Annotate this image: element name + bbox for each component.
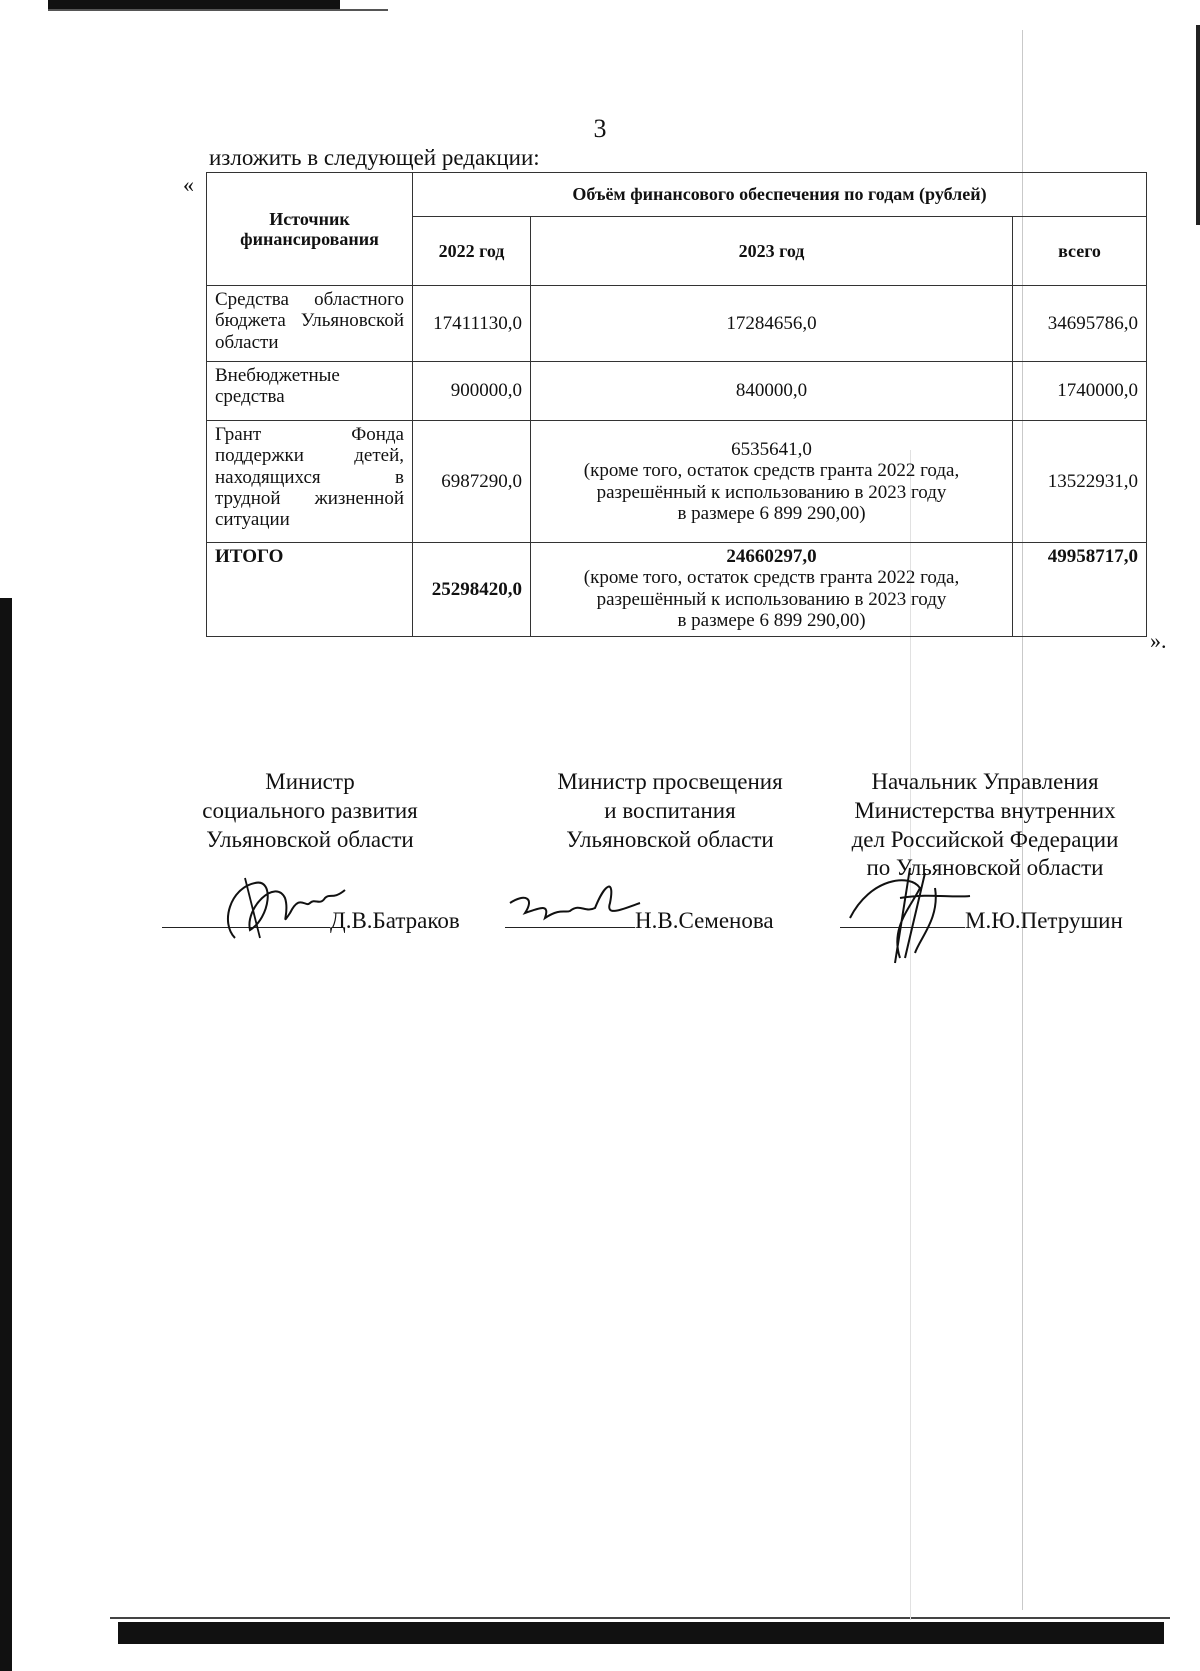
signatory-2-title: Министр просвещения и воспитания Ульяновской области [557,769,783,852]
cell-2023 [531,421,1013,543]
signatory-1-name: Д.В.Батраков [330,908,460,933]
cell-2023-value: 24660297,0 [726,546,817,567]
signatory-3-title: Начальник Управления Министерства внутренних дел Российской Федерации по Ульяновской области [851,769,1119,881]
cell-2023-note: разрешённый к использованию в 2023 году [596,588,947,610]
scan-edge-top-line [48,9,388,11]
header-2022: 2022 год [413,217,531,286]
table-row [207,421,1147,543]
funding-table [206,172,1147,637]
cell-total-label: ИТОГО [207,543,413,637]
header-volume: Объём финансового обеспечения по годам (рублей) [413,173,1147,217]
cell-2023-value: 6535641,0 [731,438,812,460]
cell-2023: 840000,0 [531,362,1013,421]
cell-2023-note: (кроме того, остаток средств гранта 2022 года, [583,567,960,589]
table-row [207,286,1147,362]
cell-source: Внебюджетные средства [207,362,413,421]
header-2023: 2023 год [531,217,1013,286]
page-number: 3 [593,114,607,143]
quote-close: ». [1150,628,1167,653]
scan-edge-bottom [118,1622,1164,1644]
signatory-1-title: Министр социального развития Ульяновской области [202,769,418,852]
scan-edge-bottom-line [110,1617,1170,1619]
header-total: всего [1013,217,1147,286]
signatory-2-name: Н.В.Семенова [635,908,774,933]
cell-total: 13522931,0 [1013,421,1147,543]
cell-total: 49958717,0 [1013,543,1147,637]
signatory-3-name: М.Ю.Петрушин [965,908,1123,933]
cell-2023: 17284656,0 [531,286,1013,362]
cell-2022: 25298420,0 [413,543,531,637]
cell-source: Грант Фонда поддержки детей, находящихся в трудной жизненной ситуации [207,421,413,543]
signatures-section [150,768,1140,958]
cell-2023 [531,543,1013,637]
cell-source: Средства областного бюджета Ульяновской области [207,286,413,362]
cell-2022: 17411130,0 [413,286,531,362]
cell-2023-note: в размере 6 899 290,00) [677,609,866,631]
cell-total: 34695786,0 [1013,286,1147,362]
intro-text: изложить в следующей редакции: [209,145,540,170]
cell-2022: 900000,0 [413,362,531,421]
cell-2023-note: разрешённый к использованию в 2023 году [596,481,947,503]
cell-total: 1740000,0 [1013,362,1147,421]
cell-2023-note: (кроме того, остаток средств гранта 2022 года, [583,460,960,482]
signature-semenova [505,873,645,933]
table-row [207,362,1147,421]
quote-open: « [183,172,194,197]
header-source: Источник финансирования [207,173,413,286]
signature-petrushin [840,858,980,968]
scan-edge-top [48,0,340,9]
cell-2022: 6987290,0 [413,421,531,543]
cell-2023-note: в размере 6 899 290,00) [677,502,866,524]
table-row-total [207,543,1147,637]
scan-edge-left [0,598,12,1671]
signature-batrakov [215,868,355,948]
